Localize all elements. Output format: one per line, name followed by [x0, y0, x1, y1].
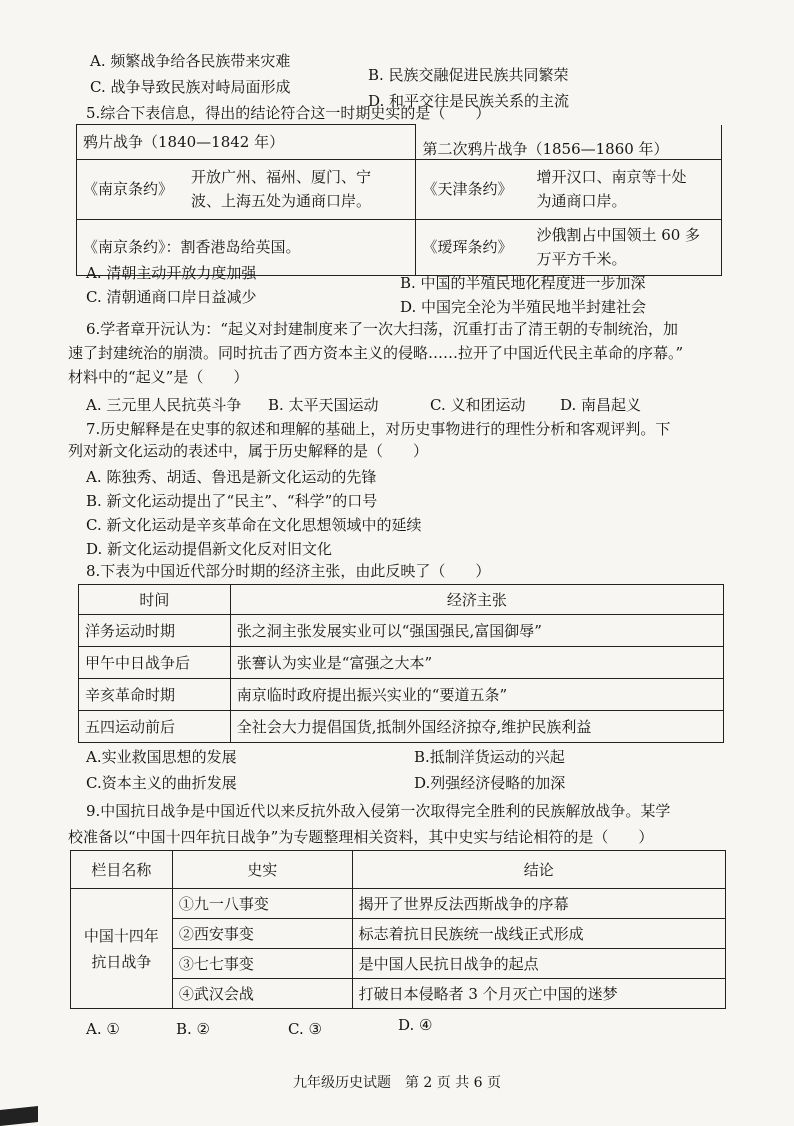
q6-line-1: 6.学者章开沅认为：“起义对封建制度来了一次大扫荡，沉重打击了清王朝的专制统治，加: [86, 320, 678, 338]
q9-line-2: 校准备以“中国十四年抗日战争”为专题整理相关资料，其中史实与结论相符的是（ ）: [68, 828, 654, 846]
q9-header-fact: 史实: [172, 851, 352, 889]
q7-option-b: B. 新文化运动提出了“民主”、“科学”的口号: [86, 492, 378, 510]
q9-option-b: B. ②: [176, 1020, 211, 1038]
q8-option-c: C.资本主义的曲折发展: [86, 774, 237, 792]
q8-option-a: A.实业救国思想的发展: [86, 748, 237, 766]
q5-row2-left: 《南京条约》：割香港岛给英国。: [77, 219, 416, 275]
q8-row-1-time: 洋务运动时期: [79, 615, 231, 647]
q9-row-1-conclusion: 揭开了世界反法西斯战争的序幕: [352, 889, 725, 919]
q9-row-3-conclusion: 是中国人民抗日战争的起点: [352, 949, 725, 979]
q7-option-d: D. 新文化运动提倡新文化反对旧文化: [86, 540, 333, 558]
q6-option-a: A. 三元里人民抗英斗争: [86, 396, 242, 414]
scan-shadow: [0, 1106, 38, 1126]
q8-table: [78, 584, 724, 743]
q9-table: [70, 850, 726, 1009]
q7-option-c: C. 新文化运动是辛亥革命在文化思想领域中的延续: [86, 516, 422, 534]
q5-right-header: 第二次鸦片战争（1856—1860 年）: [416, 125, 722, 160]
q9-row-2-conclusion: 标志着抗日民族统一战线正式形成: [352, 919, 725, 949]
q8-row-1-policy: 张之洞主张发展实业可以“强国强民,富国御辱”: [230, 615, 723, 647]
q5-left-header: 鸦片战争（1840—1842 年）: [77, 125, 416, 160]
q8-header-policy: 经济主张: [230, 585, 723, 615]
q5-row2-right-content-1: 沙俄割占中国领土 60 多: [536, 226, 701, 244]
q5-row1-right-content-2: 为通商口岸。: [536, 192, 627, 210]
q5-row1-right-content-1: 增开汉口、南京等十处: [536, 168, 687, 186]
q5-row1-left: [77, 159, 416, 219]
page-footer: 九年级历史试题 第 2 页 共 6 页: [292, 1075, 502, 1091]
q5-stem: 5.综合下表信息，得出的结论符合这一时期史实的是（ ）: [86, 104, 491, 122]
q9-line-1: 9.中国抗日战争是中国近代以来反抗外敌入侵第一次取得完全胜利的民族解放战争。某学: [86, 802, 671, 820]
q5-option-c: C. 清朝通商口岸日益减少: [86, 288, 257, 306]
q6-line-2: 速了封建统治的崩溃。同时抗击了西方资本主义的侵略……拉开了中国近代民主革命的序幕。”: [68, 344, 684, 362]
q4-option-d: D. 和平交往是民族关系的主流: [368, 92, 570, 110]
q8-row-4-policy: 全社会大力提倡国货,抵制外国经济掠夺,维护民族利益: [230, 711, 723, 743]
q5-table: [76, 124, 722, 276]
q5-row1-right-treaty: 《天津条约》: [422, 180, 513, 198]
q5-option-a: A. 清朝主动开放力度加强: [86, 264, 257, 282]
q9-row-3-fact: ③七七事变: [172, 949, 352, 979]
q8-stem: 8.下表为中国近代部分时期的经济主张，由此反映了（ ）: [86, 562, 491, 580]
q6-option-b: B. 太平天国运动: [268, 396, 379, 414]
q4-option-c: C. 战争导致民族对峙局面形成: [90, 78, 291, 96]
q4-option-b: B. 民族交融促进民族共同繁荣: [368, 66, 569, 84]
q6-option-c: C. 义和团运动: [430, 396, 526, 414]
q8-row-3-policy: 南京临时政府提出振兴实业的“要道五条”: [230, 679, 723, 711]
q9-option-a: A. ①: [86, 1020, 120, 1038]
q8-option-b: B.抵制洋货运动的兴起: [414, 748, 565, 766]
q9-header-column: 栏目名称: [71, 851, 173, 889]
q9-row-2-fact: ②西安事变: [172, 919, 352, 949]
q4-option-a: A. 频繁战争给各民族带来灾难: [90, 52, 291, 70]
q5-row1-right: [416, 159, 722, 219]
q9-header-conclusion: 结论: [352, 851, 725, 889]
q7-line-1: 7.历史解释是在史事的叙述和理解的基础上，对历史事物进行的理性分析和客观评判。下: [86, 420, 671, 438]
q5-option-d: D. 中国完全沦为半殖民地半封建社会: [400, 298, 647, 316]
q6-line-3: 材料中的“起义”是（ ）: [68, 368, 249, 386]
q8-row-3-time: 辛亥革命时期: [79, 679, 231, 711]
q9-row-4-fact: ④武汉会战: [172, 979, 352, 1009]
q9-row-1-fact: ①九一八事变: [172, 889, 352, 919]
q5-row1-left-content-1: 开放广州、福州、厦门、宁: [191, 168, 372, 186]
q5-row2-right-content-2: 万平方千米。: [536, 250, 627, 268]
q5-row1-left-content-2: 波、上海五处为通商口岸。: [191, 192, 372, 210]
q9-row-4-conclusion: 打破日本侵略者 3 个月灭亡中国的迷梦: [352, 979, 725, 1009]
q5-row2-right: [416, 219, 722, 275]
q9-option-d: D. ④: [398, 1016, 433, 1034]
q8-header-time: 时间: [79, 585, 231, 615]
q7-option-a: A. 陈独秀、胡适、鲁迅是新文化运动的先锋: [86, 468, 377, 486]
q6-option-d: D. 南昌起义: [560, 396, 642, 414]
q7-line-2: 列对新文化运动的表述中，属于历史解释的是（ ）: [68, 442, 429, 460]
q5-row1-left-treaty: 《南京条约》: [83, 180, 174, 198]
q8-row-4-time: 五四运动前后: [79, 711, 231, 743]
q8-option-d: D.列强经济侵略的加深: [414, 774, 566, 792]
q9-option-c: C. ③: [288, 1020, 322, 1038]
q9-column-name: 中国十四年 抗日战争: [71, 889, 173, 1009]
q5-row2-right-treaty: 《瑷珲条约》: [422, 238, 513, 256]
q8-row-2-time: 甲午中日战争后: [79, 647, 231, 679]
q8-row-2-policy: 张謇认为实业是“富强之大本”: [230, 647, 723, 679]
q5-option-b: B. 中国的半殖民地化程度进一步加深: [400, 274, 646, 292]
